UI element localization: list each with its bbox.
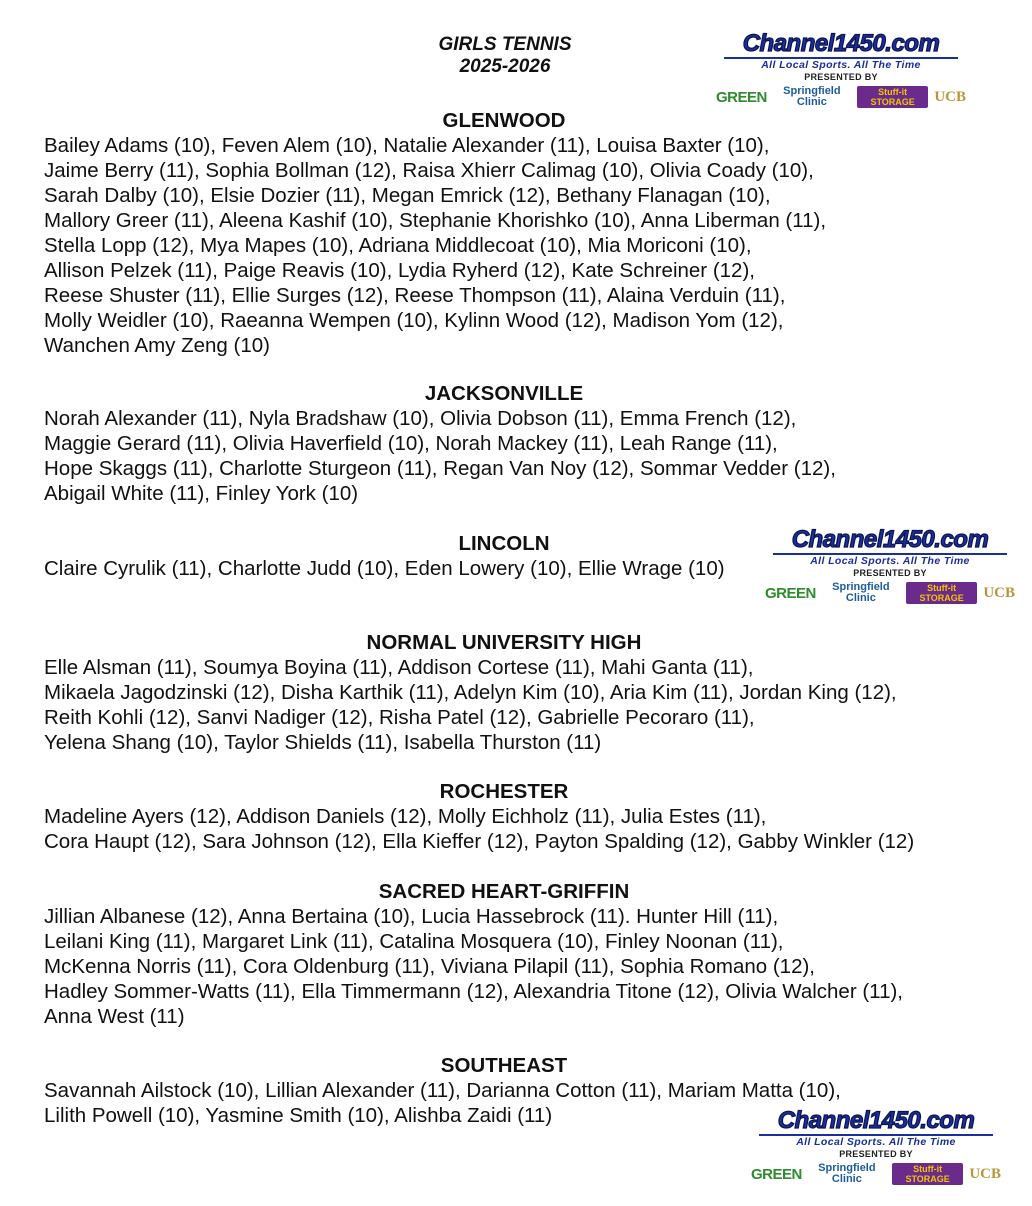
roster-list: Bailey Adams (10), Feven Alem (10), Natalie Alexander (11), Louisa Baxter (10), Jaime Berry (11), Sophia Bollman (12), Raisa Xhierr Calimag (10), Olivia Coady (10), Sarah Dalby (10), Elsie Dozier (11), Megan Emrick (12), Bethany Flanagan (10), Mallory Greer (11), Aleena Kashif (10), Stephanie Khorishko (10), Anna Liberman (11), Stella Lopp (12), Mya Mapes (10), Adriana Middlecoat (10), Mia Moriconi (10), Allison Pelzek (11), Paige Reavis (10), Lydia Ryherd (12), Kate Schreiner (12), Reese Shuster (11), Ellie Surges (12), Reese Thompson (11), Alaina Verduin (11), Molly Weidler (10), Raeanna Wempen (10), Kylinn Wood (12), Madison Yom (12), Wanchen Amy Zeng (10) <box>44 134 827 357</box>
school-heading: ROCHESTER <box>439 780 569 803</box>
roster-list: Savannah Ailstock (10), Lillian Alexander (11), Darianna Cotton (11), Mariam Matta (10), Lilith Powell (10), Yasmine Smith (10), Alishba Zaidi (11) <box>44 1079 841 1127</box>
school-section-sacred-heart-griffin <box>44 879 964 1029</box>
title-sport: GIRLS TENNIS <box>438 34 572 55</box>
logo-wordmark: Channel1450.com <box>777 1107 975 1134</box>
channel1450-logo <box>765 527 1015 606</box>
sponsor-row <box>765 580 1015 606</box>
sponsor-green-logo: GREEN <box>751 1165 802 1183</box>
school-section-jacksonville <box>44 381 964 506</box>
sponsor-stuff-it-logo: Stuff-it STORAGE <box>906 582 977 604</box>
roster-list: Elle Alsman (11), Soumya Boyina (11), Addison Cortese (11), Mahi Ganta (11), Mikaela Jagodzinski (12), Disha Karthik (11), Adelyn Kim (10), Aria Kim (11), Jordan King (12), Reith Kohli (12), Sanvi Nadiger (12), Risha Patel (12), Gabrielle Pecoraro (11), Yelena Shang (10), Taylor Shields (11), Isabella Thurston (11) <box>44 656 897 754</box>
sponsor-ucb-logo: UCB <box>983 584 1015 601</box>
sponsor-row <box>751 1161 1001 1187</box>
logo-wordmark: Channel1450.com <box>742 30 940 57</box>
sponsor-springfield-clinic-logo: Springfield Clinic <box>818 1162 876 1185</box>
roster-list: Jillian Albanese (12), Anna Bertaina (10), Lucia Hassebrock (11). Hunter Hill (11), Leilani King (11), Margaret Link (11), Catalina Mosquera (10), Finley Noonan (11), McKenna Norris (11), Cora Oldenburg (11), Viviana Pilapil (11), Sophia Romano (12), Hadley Sommer-Watts (11), Ella Timmermann (12), Alexandria Titone (12), Olivia Walcher (11), Anna West (11) <box>44 905 903 1028</box>
sponsor-stuff-it-logo: Stuff-it STORAGE <box>857 86 928 108</box>
roster-list: Norah Alexander (11), Nyla Bradshaw (10), Olivia Dobson (11), Emma French (12), Maggie Gerard (11), Olivia Haverfield (10), Norah Mackey (11), Leah Range (11), Hope Skaggs (11), Charlotte Sturgeon (11), Regan Van Noy (12), Sommar Vedder (12), Abigail White (11), Finley York (10) <box>44 407 836 505</box>
school-section-rochester <box>44 779 964 854</box>
sponsor-ucb-logo: UCB <box>969 1165 1001 1182</box>
roster-list: Madeline Ayers (12), Addison Daniels (12), Molly Eichholz (11), Julia Estes (11), Cora Haupt (12), Sara Johnson (12), Ella Kieffer (12), Payton Spalding (12), Gabby Winkler (12) <box>44 805 915 853</box>
logo-tagline: All Local Sports. All The Time <box>724 57 958 71</box>
channel1450-logo <box>716 31 966 110</box>
school-heading: GLENWOOD <box>442 109 566 132</box>
sponsor-springfield-clinic-logo: Springfield Clinic <box>832 581 890 604</box>
school-heading: LINCOLN <box>458 532 550 555</box>
sponsor-springfield-clinic-logo: Springfield Clinic <box>783 85 841 108</box>
doc-title <box>405 34 605 78</box>
logo-presented-by: PRESENTED BY <box>804 72 878 82</box>
logo-presented-by: PRESENTED BY <box>839 1149 913 1159</box>
channel1450-logo <box>751 1108 1001 1187</box>
school-heading: NORMAL UNIVERSITY HIGH <box>366 631 642 654</box>
sponsor-green-logo: GREEN <box>765 584 816 602</box>
sponsor-row <box>716 84 966 110</box>
title-season: 2025-2026 <box>459 56 551 77</box>
logo-presented-by: PRESENTED BY <box>853 568 927 578</box>
logo-tagline: All Local Sports. All The Time <box>759 1134 993 1148</box>
school-heading: SOUTHEAST <box>440 1054 568 1077</box>
school-section-glenwood <box>44 108 964 358</box>
sponsor-ucb-logo: UCB <box>934 88 966 105</box>
school-heading: JACKSONVILLE <box>424 382 584 405</box>
logo-tagline: All Local Sports. All The Time <box>773 553 1007 567</box>
school-section-normal-university-high <box>44 630 964 755</box>
roster-list: Claire Cyrulik (11), Charlotte Judd (10), Eden Lowery (10), Ellie Wrage (10) <box>44 557 725 580</box>
school-heading: SACRED HEART-GRIFFIN <box>378 880 630 903</box>
sponsor-green-logo: GREEN <box>716 88 767 106</box>
logo-wordmark: Channel1450.com <box>791 526 989 553</box>
sponsor-stuff-it-logo: Stuff-it STORAGE <box>892 1163 963 1185</box>
